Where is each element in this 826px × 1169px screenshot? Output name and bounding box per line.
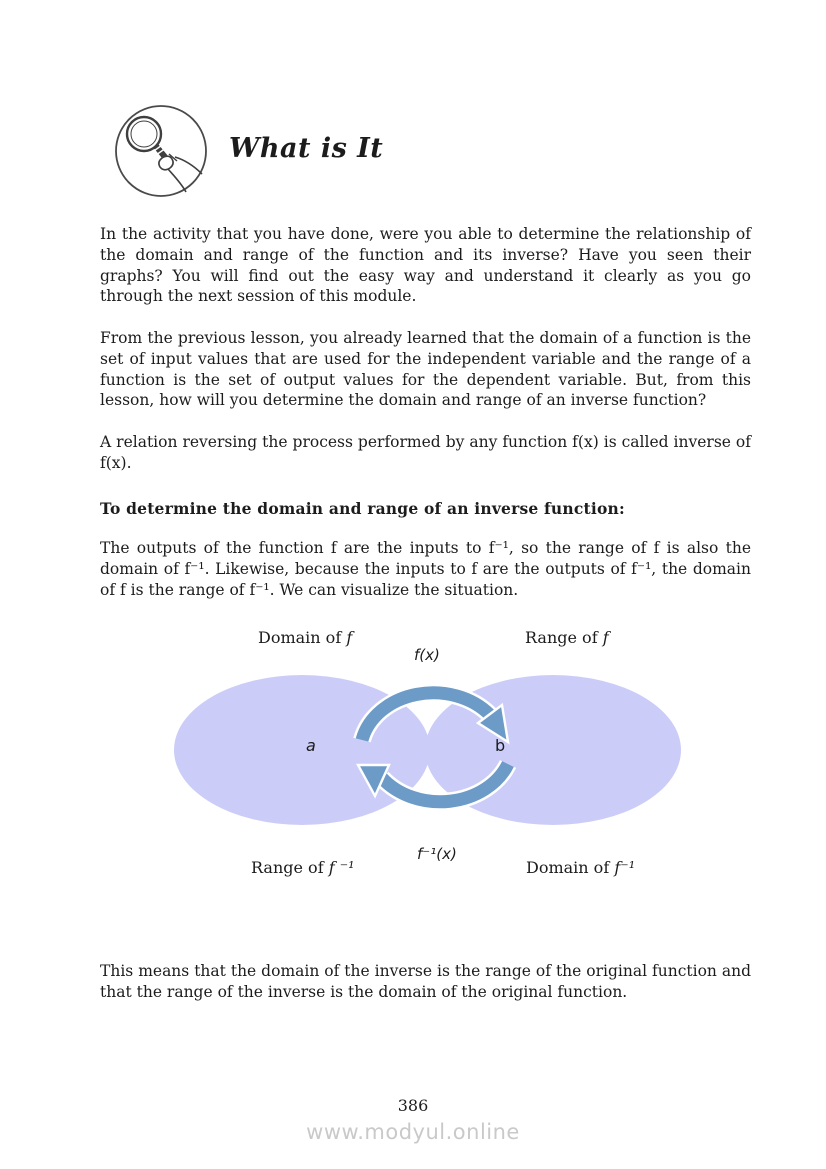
f-inverse-of-x-label: f⁻¹(x) bbox=[417, 845, 457, 863]
element-a-label: a bbox=[306, 736, 316, 755]
inverse-mapping-diagram bbox=[168, 668, 688, 834]
element-b-label: b bbox=[495, 736, 506, 755]
range-of-f-inverse-label: Range of f ⁻¹ bbox=[251, 858, 355, 877]
domain-of-f-inverse-label: Domain of f⁻¹ bbox=[526, 858, 636, 877]
magnifier-hand-icon bbox=[113, 103, 209, 199]
range-of-f-label: Range of f bbox=[525, 628, 609, 647]
intro-paragraph: In the activity that you have done, were you able to determine the relationship of the domain and range of the function and its inverse? Have you seen their graphs? You will find out the easy way and understand it clearly as you go through the next session of this module. bbox=[100, 225, 751, 306]
page-number: 386 bbox=[397, 1096, 429, 1115]
outputs-inputs-paragraph: The outputs of the function f are the inputs to f⁻¹, so the range of f is also the domain of f⁻¹. Likewise, because the inputs to f are the outputs of f⁻¹, the domain of f is the range of f⁻¹. We can visualize the situation. bbox=[100, 539, 751, 599]
conclusion-paragraph: This means that the domain of the inverse is the range of the original function and that the range of the inverse is the domain of the original function. bbox=[100, 962, 751, 1001]
page-title: What is It bbox=[229, 133, 384, 164]
f-of-x-label: f(x) bbox=[414, 646, 440, 664]
domain-of-f-label: Domain of f bbox=[258, 628, 353, 647]
section-heading: To determine the domain and range of an inverse function: bbox=[100, 499, 625, 518]
relation-paragraph: A relation reversing the process performed by any function f(x) is called inverse of f(x). bbox=[100, 433, 751, 472]
previous-lesson-paragraph: From the previous lesson, you already learned that the domain of a function is the set of input values that are used for the independent variable and the range of a function is the set of output values for the dependent variable. But, from this lesson, how will you determine the domain and range of an inverse function? bbox=[100, 329, 751, 410]
watermark: www.modyul.online bbox=[306, 1120, 520, 1144]
